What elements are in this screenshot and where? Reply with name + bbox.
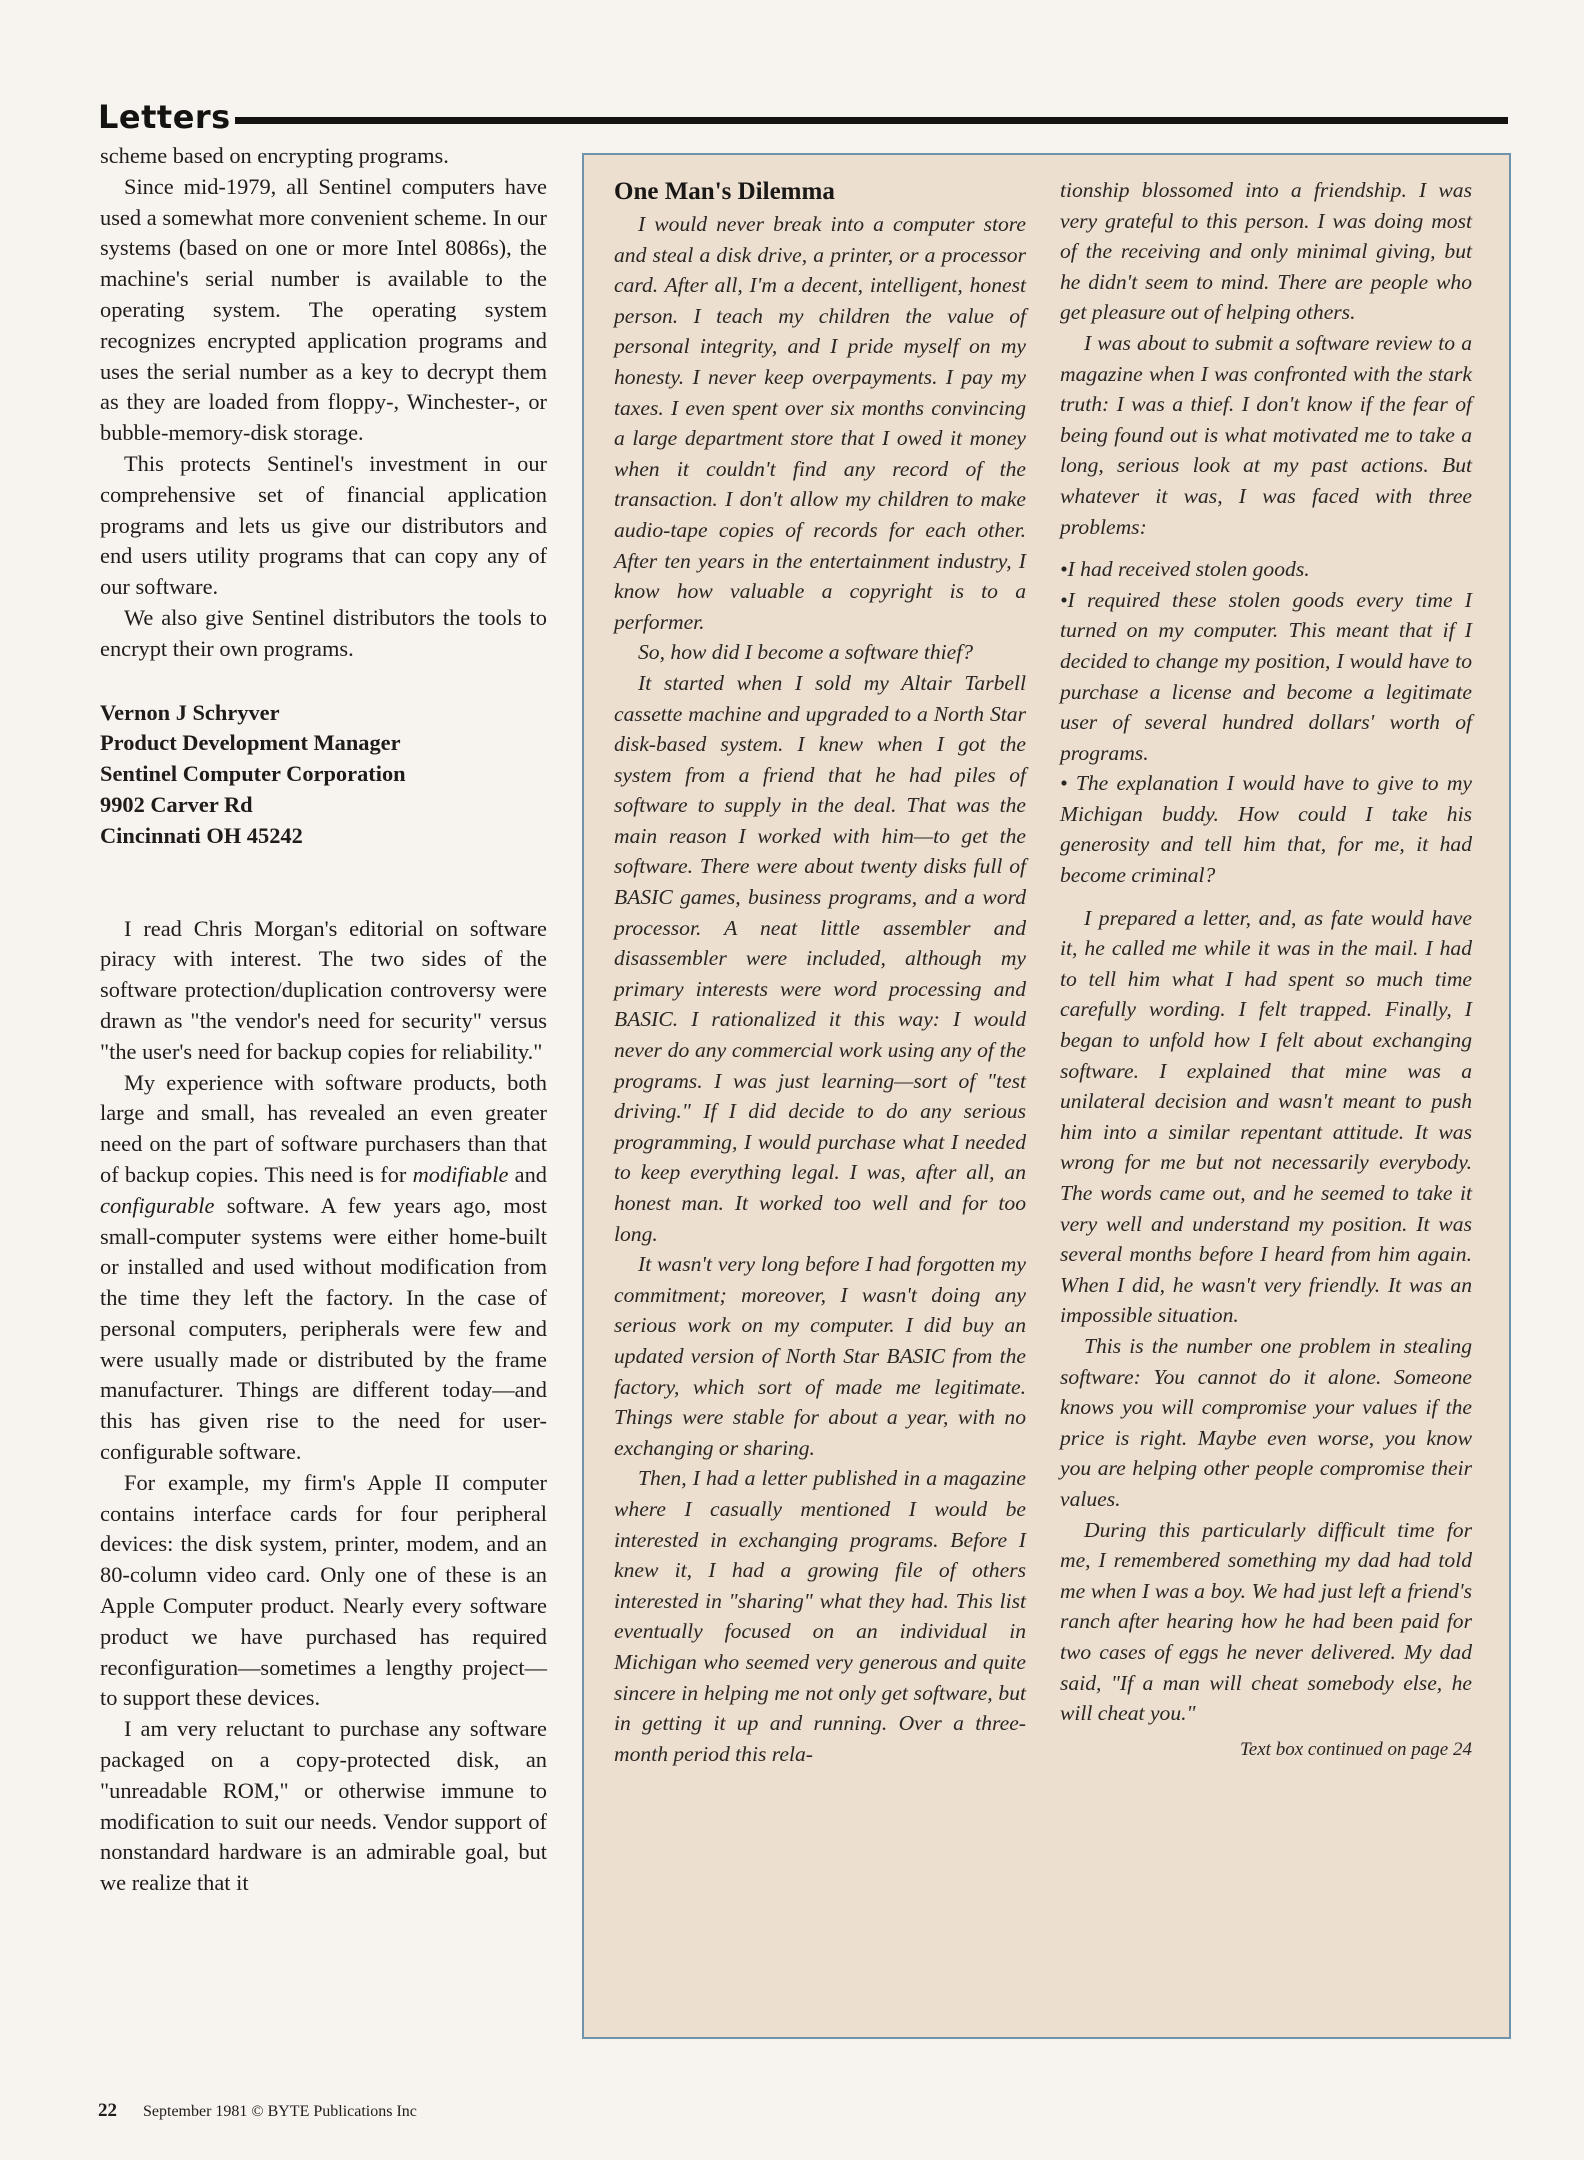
letter1-paragraph: scheme based on encrypting programs.	[100, 143, 449, 168]
letter2-paragraph: I read Chris Morgan's editorial on software piracy with interest. The two sides of the software protection/duplication controversy were drawn as "the vendor's need for security" versus "the user's need for backup copies for reliability."	[100, 915, 547, 1064]
section-header	[98, 100, 1508, 134]
letters-column	[100, 141, 547, 1899]
continued-note: Text box continued on page 24	[1239, 1738, 1472, 1760]
textbox-paragraph: tionship blossomed into a friendship. I was very grateful to this person. I was doing most of the receiving and only minimal giving, but he didn't seem to mind. There are people who get pleasure out of helping others.	[1060, 178, 1472, 325]
textbox-paragraph: I prepared a letter, and, as fate would have it, he called me while it was in the mail. I had to tell him what I had spent so much time carefully wording. I felt trapped. Finally, I began to unfold how I felt about exchanging software. I explained that mine was a unilateral decision and wasn't meant to push him into a similar repentant attitude. It was wrong for me but not necessarily everybody. The words came out, and he seemed to take it very well and understand my position. It was several months before I heard from him again. When I did, he wasn't very friendly. It was an impossible situation.	[1060, 905, 1472, 1328]
letter1-paragraph: We also give Sentinel distributors the tools to encrypt their own programs.	[100, 604, 547, 661]
footer-credit: September 1981 © BYTE Publications Inc	[143, 2103, 417, 2120]
signature-line: Product Development Manager	[100, 730, 401, 756]
textbox-paragraph: During this particularly difficult time for me, I remembered something my dad had told me when I was a boy. We had just left a friend's ranch after hearing how he had been paid for two cases of eggs he never delivered. My dad said, "If a man will cheat somebody else, he will cheat you."	[1060, 1517, 1472, 1726]
bullet-item: •I required these stolen goods every time I turned on my computer. This meant that if I decided to change my position, I would have to purchase a license and become a legitimate user of several hundred dollars' worth of programs.	[1060, 587, 1472, 765]
section-title: Letters	[98, 100, 235, 134]
sidebar-text-box	[582, 153, 1511, 2039]
textbox-paragraph: I was about to submit a software review to a magazine when I was confronted with the stark truth: I was a thief. I don't know if the fear of being found out is what motivated me to take a long, serious look at my past actions. But whatever it was, I was faced with three problems:	[1060, 330, 1472, 539]
textbox-paragraph: Then, I had a letter published in a magazine where I casually mentioned I would be interested in exchanging programs. Before I knew it, I had a growing file of others interested in "sharing" what they had. This list eventually focused on an individual in Michigan who seemed very generous and quite sincere in helping me not only get software, but in getting it up and running. Over a three-month period this rela-	[614, 1466, 1026, 1766]
textbox-left-column	[614, 175, 1026, 1769]
page-number: 22	[98, 2100, 117, 2121]
textbox-paragraph: I would never break into a computer store and steal a disk drive, a printer, or a processor card. After all, I'm a decent, intelligent, honest person. I teach my children the value of personal integrity, and I pride myself on my honesty. I never keep overpayments. I pay my taxes. I even spent over six months convincing a large department store that I owed it money when it couldn't find any record of the transaction. I don't allow my children to make audio-tape copies of records for each other. After ten years in the entertainment industry, I know how valuable a copyright is to a performer.	[614, 212, 1026, 634]
textbox-title: One Man's Dilemma	[614, 178, 835, 205]
signature-line: Sentinel Computer Corporation	[100, 761, 406, 787]
signature-line: 9902 Carver Rd	[100, 791, 253, 817]
letter2-paragraph: For example, my firm's Apple II computer contains interface cards for four peripheral devices: the disk system, printer, modem, and an 80-column video card. Only one of these is an Apple Computer product. Nearly every software product we have purchased has required reconfiguration—sometimes a lengthy project—to support these devices.	[100, 1469, 547, 1711]
textbox-paragraph: So, how did I become a software thief?	[638, 640, 974, 665]
bullet-item: • The explanation I would have to give to my Michigan buddy. How could I take his generosity and tell him that, for me, it had become criminal?	[1060, 771, 1472, 888]
textbox-paragraph: It started when I sold my Altair Tarbell cassette machine and upgraded to a North Star disk-based system. I knew when I got the system from a friend that he had piles of software to supply in the deal. That was the main reason I worked with him—to get the software. There were about twenty disks full of BASIC games, business programs, and a word processor. A neat little assembler and disassembler were included, although my primary interests were word processing and BASIC. I rationalized it this way: I would never do any commercial work using any of the programs. I was just learning—sort of "test driving." If I did decide to do any serious programming, I would purchase what I needed to keep everything legal. I was, after all, an honest man. It worked too well and for too long.	[614, 670, 1026, 1246]
textbox-paragraph: This is the number one problem in stealing software: You cannot do it alone. Someone knows you will compromise your values if the price is right. Maybe even worse, you know you are helping other people compromise their values.	[1060, 1333, 1472, 1511]
letter2-paragraph: I am very reluctant to purchase any software packaged on a copy-protected disk, an "unreadable ROM," or otherwise immune to modification to suit our needs. Vendor support of nonstandard hardware is an admirable goal, but we realize that it	[100, 1716, 547, 1896]
signature-line: Cincinnati OH 45242	[100, 822, 303, 848]
header-rule	[228, 117, 1508, 124]
page-footer	[98, 2100, 417, 2122]
letter1-paragraph: Since mid-1979, all Sentinel computers have used a somewhat more convenient scheme. In our systems (based on one or more Intel 8086s), the machine's serial number is available to the operating system. The operating system recognizes encrypted application programs and uses the serial number as a key to decrypt them as they are loaded from floppy-, Winchester-, or bubble-memory-disk storage.	[100, 173, 547, 446]
letter1-signature	[100, 698, 547, 852]
letter2-paragraph: My experience with software products, both large and small, has revealed an even greater need on the part of software purchasers than that of backup copies. This need is for modifiable and configurable software. A few years ago, most small-computer systems were either home-built or installed and used without modification from the time they left the factory. In the case of personal computers, peripherals were few and were usually made or distributed by the frame manufacturer. Things are different today—and this has given rise to the need for user-configurable software.	[100, 1069, 547, 1465]
letter1-paragraph: This protects Sentinel's investment in our comprehensive set of financial application programs and lets us give our distributors and end users utility programs that can copy any of our software.	[100, 450, 547, 600]
signature-line: Vernon J Schryver	[100, 699, 280, 725]
textbox-right-column	[1060, 175, 1472, 1765]
bullet-item: •I had received stolen goods.	[1060, 557, 1310, 582]
textbox-paragraph: It wasn't very long before I had forgotten my commitment; moreover, I wasn't doing any serious work on my computer. I did buy an updated version of North Star BASIC from the factory, which sort of made me legitimate. Things were stable for about a year, with no exchanging or sharing.	[614, 1252, 1026, 1460]
